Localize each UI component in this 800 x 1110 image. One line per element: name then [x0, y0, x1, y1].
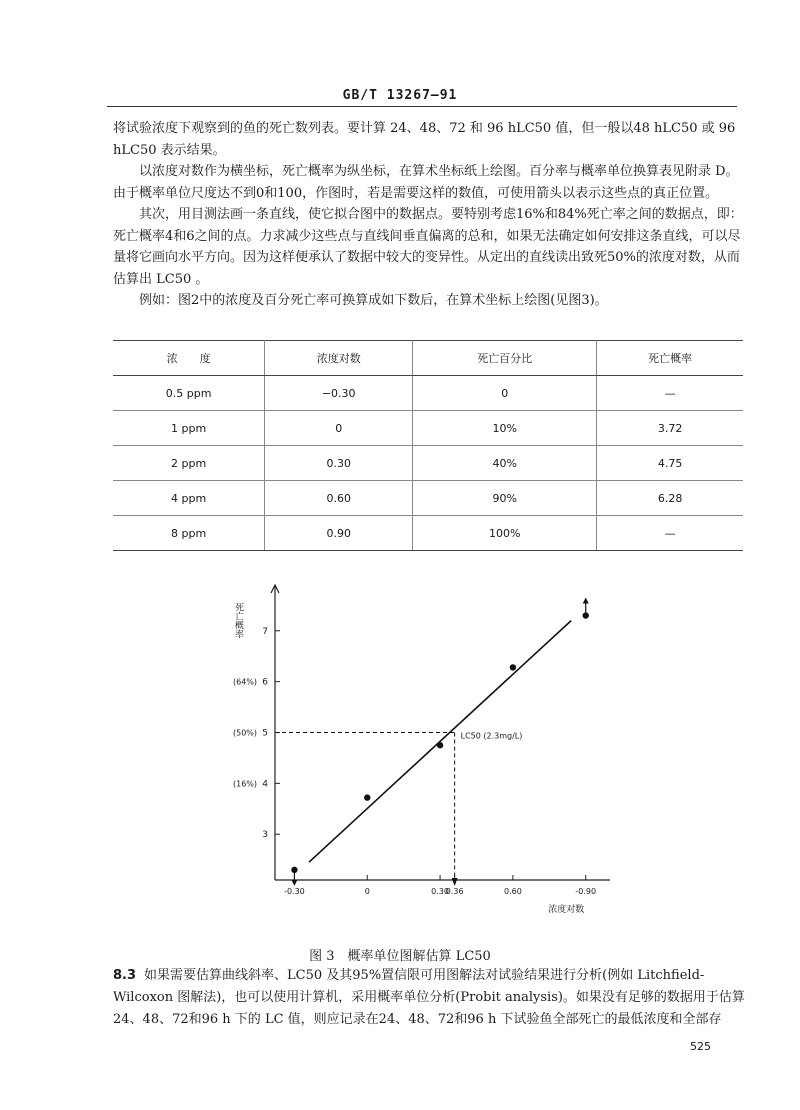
table-row: [113, 481, 743, 516]
x-tick-label: 0.60: [503, 887, 522, 896]
table-cell: 1 ppm: [113, 411, 265, 446]
lc50-label: LC50 (2.3mg/L): [460, 731, 523, 741]
paragraph-3: 其次，用目测法画一条直线，使它拟合图中的数据点。要特别考虑16%和84%死亡率之间的数据点，即：死亡概率4和6之间的点。力求减少这些点与直线间垂直偏离的总和，如果无法确定如何安排这条直线，可以尽量将它画向水平方向。因为这样便承认了数据中较大的变异性。从定出的直线读出致死50%的浓度对数，从而估算出 LC50 。: [113, 207, 743, 287]
paragraph-1: 将试验浓度下观察到的鱼的死亡数列表。要计算 24、48、72 和 96 hLC50 值，但一般以48 hLC50 或 96 hLC50 表示结果。: [113, 121, 736, 158]
table-cell: 90%: [413, 481, 597, 516]
data-point: [437, 742, 443, 748]
point-down-arrowhead: [291, 880, 297, 886]
table-header-row: [113, 341, 743, 376]
body-text: [113, 118, 743, 312]
table-cell: 6.28: [597, 481, 743, 516]
x-axis-label: 浓度对数: [548, 905, 585, 915]
table-cell: 0: [265, 411, 413, 446]
paragraph-8-3: 如果需要估算曲线斜率、LC50 及其95%置信限可用图解法对试验结果进行分析(例如 Litchfield-Wilcoxon 图解法)，也可以使用计算机，采用概率单位分析(Probit analysis)。如果没有足够的数据用于估算24、48、72和96 h 下的 LC 值，则应记录在24、48、72和96 h 下试验鱼全部死亡的最低浓度和全部存: [113, 968, 745, 1027]
table-cell: 10%: [413, 411, 597, 446]
section-8-3: [113, 965, 745, 1031]
y-tick-label: 3: [262, 830, 268, 841]
table-cell: 0.30: [265, 446, 413, 481]
table-row: [113, 446, 743, 481]
y-tick-label: 5: [262, 728, 268, 739]
table-cell: 0.5 ppm: [113, 376, 265, 411]
x-tick-label: -0.90: [575, 887, 597, 896]
col-header-mortality-percent: 死亡百分比: [413, 341, 597, 376]
table-cell: 2 ppm: [113, 446, 265, 481]
table-cell: 4.75: [597, 446, 743, 481]
y-axis-label: 死亡概率: [233, 602, 243, 639]
y-tick-label: 7: [262, 626, 268, 637]
y-percent-label: (50%): [232, 728, 258, 738]
header-rule: [107, 106, 737, 107]
table-cell: −0.30: [265, 376, 413, 411]
page-number: 525: [690, 1040, 711, 1053]
point-up-arrowhead: [583, 598, 589, 604]
table-cell: —: [597, 516, 743, 551]
data-point: [510, 664, 516, 670]
paragraph-2: 以浓度对数作为横坐标，死亡概率为纵坐标，在算术坐标纸上绘图。百分率与概率单位换算表见附录 D。由于概率单位尺度达不到0和100，作图时，若是需要这样的数值，可使用箭头以表示这些点的真正位置。: [113, 164, 739, 201]
table-cell: 4 ppm: [113, 481, 265, 516]
table-row: [113, 516, 743, 551]
table-cell: 100%: [413, 516, 597, 551]
figure-caption: 图 3 概率单位图解估算 LC50: [309, 949, 491, 964]
x-tick-label: -0.30: [284, 887, 305, 896]
table-cell: 0.90: [265, 516, 413, 551]
y-tick-label: 4: [262, 779, 268, 790]
table-cell: 8 ppm: [113, 516, 265, 551]
x-tick-label: 0: [364, 887, 370, 896]
probit-chart: [200, 570, 620, 935]
col-header-log-concentration: 浓度对数: [265, 341, 413, 376]
table-row: [113, 376, 743, 411]
fit-line: [309, 621, 571, 863]
y-tick-label: 6: [262, 677, 268, 688]
paragraph-4: 例如：图2中的浓度及百分死亡率可换算成如下数后，在算术坐标上绘图(见图3)。: [139, 293, 608, 308]
y-percent-label: (64%): [232, 677, 258, 687]
y-percent-label: (16%): [232, 779, 258, 789]
section-number: 8.3: [113, 968, 137, 983]
lc50-arrow-icon: [452, 878, 458, 886]
data-table: [113, 340, 743, 551]
data-point: [364, 794, 370, 800]
table-cell: 0: [413, 376, 597, 411]
x-tick-label: 0.30: [431, 887, 449, 896]
col-header-concentration: 浓 度: [113, 341, 265, 376]
table-cell: 0.60: [265, 481, 413, 516]
table-row: [113, 411, 743, 446]
document-header: GB/T 13267—91: [342, 88, 458, 103]
table-cell: —: [597, 376, 743, 411]
x-tick-label: 0.36: [445, 887, 464, 896]
table-cell: 40%: [413, 446, 597, 481]
table-cell: 3.72: [597, 411, 743, 446]
col-header-mortality-probit: 死亡概率: [597, 341, 743, 376]
